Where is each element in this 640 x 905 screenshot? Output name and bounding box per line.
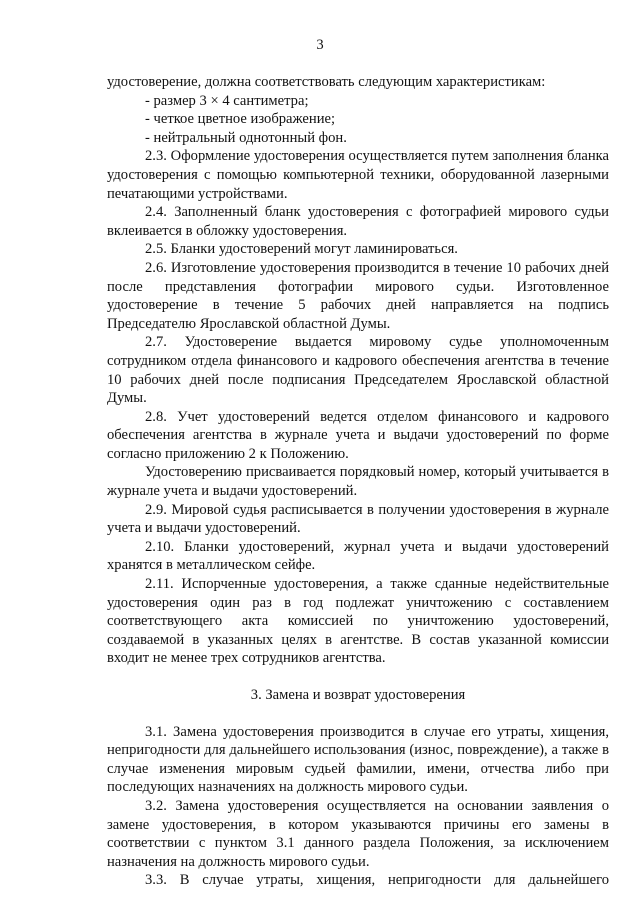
paragraph: 2.3. Оформление удостоверения осуществляется путем заполнения бланка удостоверения с помощью компьютерной техники, оборудованной лазерными печатающими устройствами. (107, 148, 609, 202)
page-number: 3 (316, 37, 324, 53)
paragraph: 2.11. Испорченные удостоверения, а также сданные недействительные удостоверения один раз в год подлежат уничтожению с составлением соответствующего акта комиссией по уничтожению удостоверений, создаваемой в указанных целях в агентстве. В состав указанной комиссии входит не менее трех сотрудников агентства. (107, 576, 609, 667)
section-heading: 3. Замена и возврат удостоверения (250, 687, 466, 703)
paragraph: 2.6. Изготовление удостоверения производится в течение 10 рабочих дней после представления фотографии мирового судьи. Изготовленное удостоверение в течение 5 рабочих дней направляется на подпись Председателю Ярославской областной Думы. (107, 259, 609, 332)
paragraph: 2.5. Бланки удостоверений могут ламинироваться. (145, 241, 458, 258)
paragraph: 2.8. Учет удостоверений ведется отделом финансового и кадрового обеспечения агентства в журнале учета и выдачи удостоверений по форме согласно приложению 2 к Положению. (107, 408, 609, 462)
paragraph: 2.9. Мировой судья расписывается в получении удостоверения в журнале учета и выдачи удостоверений. (107, 501, 609, 537)
paragraph: - размер 3 × 4 сантиметра; (145, 92, 309, 109)
section-2-continued (107, 73, 609, 668)
paragraph: - нейтральный однотонный фон. (145, 129, 347, 146)
paragraph: 2.7. Удостоверение выдается мировому судье уполномоченным сотрудником отдела финансового и кадрового обеспечения агентства в течение 10 рабочих дней после подписания Председателем Ярославской областной Думы. (107, 334, 609, 407)
paragraph: 2.10. Бланки удостоверений, журнал учета и выдачи удостоверений хранятся в металлическом сейфе. (107, 538, 609, 574)
paragraph: 3.3. В случае утраты, хищения, непригодности для дальнейшего (145, 872, 609, 889)
paragraph: 3.1. Замена удостоверения производится в случае его утраты, хищения, непригодности для дальнейшего использования (износ, повреждение), а также в случае изменения мировым судьей фамилии, имени, отчества либо при последующих назначениях на должность мирового судьи. (107, 723, 609, 796)
paragraph: 2.4. Заполненный бланк удостоверения с фотографией мирового судьи вклеивается в обложку удостоверения. (107, 204, 609, 239)
document-body (107, 73, 609, 890)
section-3 (107, 723, 609, 890)
paragraph: - четкое цветное изображение; (145, 111, 336, 128)
paragraph: 3.2. Замена удостоверения осуществляется на основании заявления о замене удостоверения, в котором указываются причины его замены в соответствии с пунктом 3.1 данного раздела Положения, за исключением назначения на должность мирового судьи. (107, 797, 609, 870)
paragraph: удостоверение, должна соответствовать следующим характеристикам: (107, 74, 546, 90)
paragraph: Удостоверению присваивается порядковый номер, который учитывается в журнале учета и выдачи удостоверений. (107, 464, 609, 500)
